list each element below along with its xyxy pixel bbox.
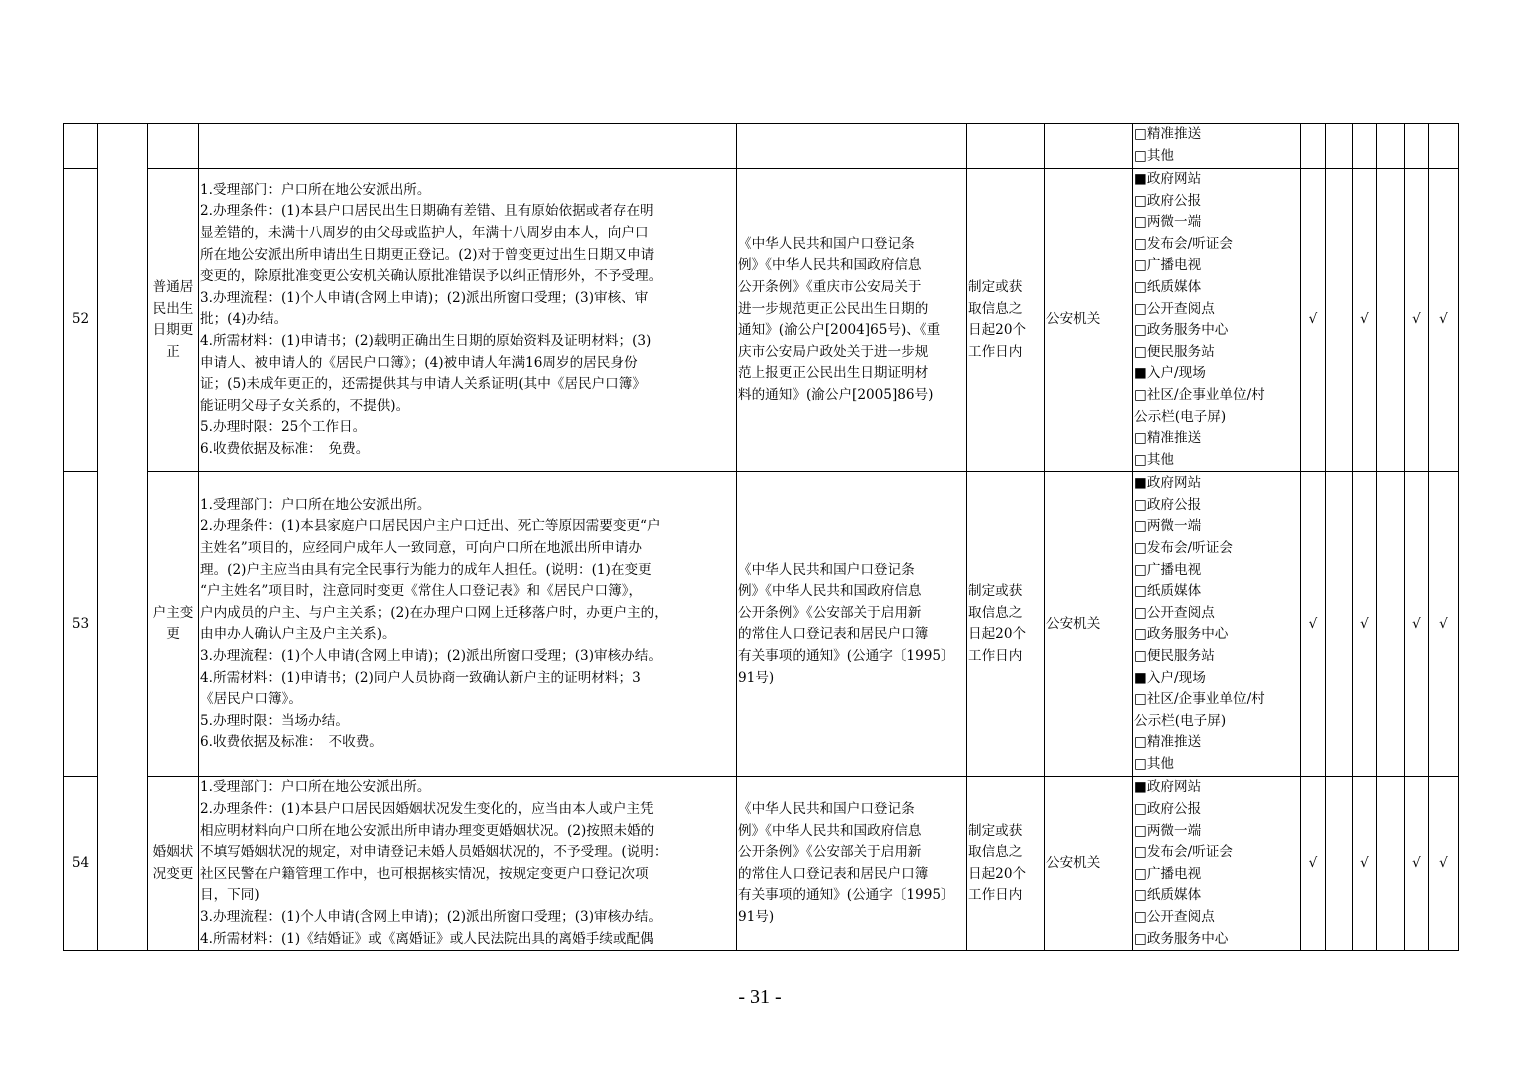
check-cell: √	[1429, 472, 1459, 777]
basis-cell	[737, 124, 967, 169]
channels-cell	[1133, 472, 1301, 777]
item-name-cell	[148, 169, 199, 472]
check-cell: √	[1353, 169, 1377, 472]
content-line: 批；(4)办结。	[200, 311, 288, 328]
content-line: 所在地公安派出所申请出生日期更正登记。(2)对于曾变更过出生日期又申请	[200, 246, 655, 263]
table-row	[64, 472, 1459, 777]
content-line: 显差错的，未满十八周岁的由父母或监护人，年满十八周岁由本人，向户口	[200, 224, 649, 241]
content-line: 4.所需材料：(1)申请书；(2)同户人员协商一致确认新户主的证明材料；3	[200, 669, 641, 686]
content-line: 3.办理流程：(1)个人申请(含网上申请)；(2)派出所窗口受理；(3)审核、审	[200, 289, 649, 306]
channel-line: □便民服务站	[1134, 343, 1215, 360]
channel-line: □广播电视	[1134, 561, 1202, 578]
channel-line: 公示栏(电子屏)	[1134, 712, 1227, 729]
channel-line: □发布会/听证会	[1134, 235, 1233, 252]
item-number-cell: 52	[64, 169, 98, 472]
channel-line: □社区/企事业单位/村	[1134, 386, 1265, 403]
time-limit-line: 制定或获	[968, 583, 1023, 600]
item-name-line: 正	[166, 343, 180, 360]
channel-line: □发布会/听证会	[1134, 539, 1233, 556]
channel-line: □政务服务中心	[1134, 930, 1229, 947]
item-name-cell	[148, 124, 199, 169]
channel-line: □政府公报	[1134, 496, 1202, 513]
table-row	[64, 169, 1459, 472]
content-cell	[199, 777, 737, 951]
basis-line: 有关事项的通知》(公通字〔1995〕	[738, 647, 955, 664]
check-cell	[1377, 169, 1405, 472]
check-cell: √	[1301, 169, 1326, 472]
channel-line: ■入户/现场	[1134, 669, 1206, 686]
channel-line: □便民服务站	[1134, 647, 1215, 664]
content-cell	[199, 169, 737, 472]
content-line: 不填写婚姻状况的规定，对申请登记未婚人员婚姻状况的，不予受理。(说明：	[200, 844, 668, 861]
channel-line: □其他	[1134, 148, 1175, 164]
time-limit-line: 取信息之	[968, 844, 1023, 861]
channel-line: ■政府网站	[1134, 475, 1202, 492]
item-name-cell	[148, 777, 199, 951]
check-cell	[1326, 124, 1353, 169]
time-limit-line: 取信息之	[968, 604, 1023, 621]
channel-line: □精准推送	[1134, 126, 1202, 143]
basis-line: 《中华人民共和国户口登记条	[738, 801, 915, 818]
content-cell	[199, 124, 737, 169]
content-line: 由申办人确认户主及户主关系)。	[200, 626, 396, 643]
channel-line: □政府公报	[1134, 192, 1202, 209]
disclosure-table	[63, 123, 1459, 951]
content-line: 能证明父母子女关系的，不提供)。	[200, 397, 410, 414]
channel-line: □发布会/听证会	[1134, 844, 1233, 861]
channel-line: □公开查阅点	[1134, 300, 1215, 317]
item-name-line: 户主变	[152, 604, 194, 621]
content-line: 1.受理部门：户口所在地公安派出所。	[200, 779, 431, 796]
time-limit-line: 工作日内	[968, 343, 1023, 360]
content-line: 2.办理条件：(1)本县户口居民出生日期确有差错、且有原始依据或者存在明	[200, 203, 654, 220]
check-cell: √	[1353, 472, 1377, 777]
channel-line: □社区/企事业单位/村	[1134, 691, 1265, 708]
basis-line: 公开条例》《重庆市公安局关于	[738, 278, 922, 295]
check-cell: √	[1353, 777, 1377, 951]
channel-line: □政务服务中心	[1134, 322, 1229, 339]
content-line: 《居民户口簿》。	[200, 691, 302, 708]
table-row	[64, 777, 1459, 951]
basis-line: 公开条例》《公安部关于启用新	[738, 844, 922, 861]
time-limit-line: 制定或获	[968, 822, 1023, 839]
content-line: 申请人、被申请人的《居民户口簿》；(4)被申请人年满16周岁的居民身份	[200, 354, 638, 371]
basis-line: 91号)	[738, 669, 775, 686]
check-cell	[1405, 124, 1429, 169]
time-limit-cell	[967, 472, 1045, 777]
time-limit-line: 日起20个	[968, 626, 1027, 643]
check-cell: √	[1301, 777, 1326, 951]
channel-line: □公开查阅点	[1134, 909, 1215, 925]
channel-line: 公示栏(电子屏)	[1134, 408, 1227, 425]
channel-line: ■政府网站	[1134, 171, 1202, 187]
channel-line: □精准推送	[1134, 430, 1202, 447]
content-line: 6.收费依据及标准： 不收费。	[200, 734, 383, 751]
basis-line: 通知》(渝公户[2004]65号)、《重	[738, 322, 941, 339]
content-line: 理。(2)户主应当由具有完全民事行为能力的成年人担任。(说明：(1)在变更	[200, 561, 652, 578]
basis-line: 例》《中华人民共和国政府信息	[738, 822, 922, 839]
time-limit-cell	[967, 169, 1045, 472]
content-line: 1.受理部门：户口所在地公安派出所。	[200, 496, 431, 513]
basis-line: 范上报更正公民出生日期证明材	[738, 365, 929, 382]
time-limit-cell	[967, 124, 1045, 169]
basis-line: 的常住人口登记表和居民户口簿	[738, 865, 929, 882]
channel-line: □纸质媒体	[1134, 278, 1202, 295]
content-line: 3.办理流程：(1)个人申请(含网上申请)；(2)派出所窗口受理；(3)审核办结。	[200, 647, 662, 664]
channels-cell	[1133, 777, 1301, 951]
basis-cell	[737, 169, 967, 472]
check-cell	[1326, 169, 1353, 472]
item-name-line: 婚姻状	[152, 844, 194, 861]
check-cell	[1301, 124, 1326, 169]
time-limit-line: 工作日内	[968, 647, 1023, 664]
check-cell	[1377, 472, 1405, 777]
content-line: 主姓名”项目的，应经同户成年人一致同意，可向户口所在地派出所申请办	[200, 539, 642, 556]
category-cell	[98, 124, 148, 951]
basis-line: 《中华人民共和国户口登记条	[738, 561, 915, 578]
check-cell: √	[1405, 777, 1429, 951]
item-number-cell: 53	[64, 472, 98, 777]
channel-line: ■政府网站	[1134, 779, 1202, 796]
content-line: 变更的，除原批准变更公安机关确认原批准错误予以纠正情形外，不予受理。	[200, 268, 663, 285]
basis-line: 公开条例》《公安部关于启用新	[738, 604, 922, 621]
content-line: 户内成员的户主、与户主关系；(2)在办理户口网上迁移落户时，办更户主的，	[200, 604, 668, 621]
check-cell	[1429, 124, 1459, 169]
check-cell	[1377, 124, 1405, 169]
check-cell	[1326, 777, 1353, 951]
basis-line: 例》《中华人民共和国政府信息	[738, 257, 922, 274]
basis-line: 进一步规范更正公民出生日期的	[738, 300, 929, 317]
basis-line: 91号)	[738, 909, 775, 925]
item-name-line: 民出生	[152, 300, 194, 317]
content-line: 4.所需材料：(1)申请书；(2)载明正确出生日期的原始资料及证明材料；(3)	[200, 332, 652, 349]
table-body	[64, 124, 1459, 951]
basis-cell	[737, 472, 967, 777]
time-limit-line: 日起20个	[968, 322, 1027, 339]
basis-line: 《中华人民共和国户口登记条	[738, 235, 915, 252]
content-line: 目，下同)	[200, 887, 260, 904]
item-name-line: 普通居	[152, 278, 194, 295]
basis-cell	[737, 777, 967, 951]
channel-line: □广播电视	[1134, 865, 1202, 882]
channel-line: □精准推送	[1134, 734, 1202, 751]
item-name-cell	[148, 472, 199, 777]
channels-cell	[1133, 169, 1301, 472]
subject-cell: 公安机关	[1045, 777, 1133, 951]
basis-line: 的常住人口登记表和居民户口簿	[738, 626, 929, 643]
content-line: 证；(5)未成年更正的，还需提供其与申请人关系证明(其中《居民户口簿》	[200, 376, 646, 393]
content-line: 1.受理部门：户口所在地公安派出所。	[200, 181, 431, 198]
channel-line: □政务服务中心	[1134, 626, 1229, 643]
subject-cell: 公安机关	[1045, 472, 1133, 777]
check-cell	[1353, 124, 1377, 169]
check-cell	[1377, 777, 1405, 951]
channel-line: ■入户/现场	[1134, 365, 1206, 382]
item-name-line: 更	[166, 626, 180, 643]
check-cell: √	[1301, 472, 1326, 777]
channel-line: □两微一端	[1134, 214, 1202, 231]
time-limit-line: 工作日内	[968, 887, 1023, 904]
basis-line: 例》《中华人民共和国政府信息	[738, 583, 922, 600]
channel-line: □公开查阅点	[1134, 604, 1215, 621]
channel-line: □其他	[1134, 451, 1175, 468]
item-name-line: 况变更	[152, 865, 194, 882]
content-line: “户主姓名”项目时，注意同时变更《常住人口登记表》和《居民户口簿》，	[200, 583, 643, 600]
basis-line: 有关事项的通知》(公通字〔1995〕	[738, 887, 955, 904]
basis-line: 料的通知》(渝公户[2005]86号)	[738, 386, 934, 403]
channel-line: □两微一端	[1134, 518, 1202, 535]
check-cell: √	[1429, 777, 1459, 951]
check-cell	[1326, 472, 1353, 777]
content-cell	[199, 472, 737, 777]
content-line: 5.办理时限：当场办结。	[200, 712, 349, 729]
time-limit-line: 取信息之	[968, 300, 1023, 317]
check-cell: √	[1405, 169, 1429, 472]
item-number-cell: 54	[64, 777, 98, 951]
channel-line: □政府公报	[1134, 801, 1202, 818]
content-line: 2.办理条件：(1)本县家庭户口居民因户主户口迁出、死亡等原因需要变更“户	[200, 518, 661, 535]
basis-line: 庆市公安局户政处关于进一步规	[738, 343, 929, 360]
content-line: 社区民警在户籍管理工作中，也可根据核实情况，按规定变更户口登记次项	[200, 865, 649, 882]
time-limit-line: 日起20个	[968, 865, 1027, 882]
check-cell: √	[1405, 472, 1429, 777]
channel-line: □广播电视	[1134, 257, 1202, 274]
table-row	[64, 124, 1459, 169]
content-line: 4.所需材料：(1)《结婚证》或《离婚证》或人民法院出具的离婚手续或配偶	[200, 930, 654, 947]
subject-cell	[1045, 124, 1133, 169]
item-name-line: 日期更	[152, 322, 194, 339]
check-cell: √	[1429, 169, 1459, 472]
channels-cell	[1133, 124, 1301, 169]
content-line: 5.办理时限：25个工作日。	[200, 419, 367, 436]
content-line: 相应明材料向户口所在地公安派出所申请办理变更婚姻状况。(2)按照未婚的	[200, 822, 655, 839]
content-line: 3.办理流程：(1)个人申请(含网上申请)；(2)派出所窗口受理；(3)审核办结。	[200, 909, 662, 925]
page-number: - 31 -	[738, 986, 782, 1008]
subject-cell: 公安机关	[1045, 169, 1133, 472]
channel-line: □其他	[1134, 755, 1175, 772]
content-line: 2.办理条件：(1)本县户口居民因婚姻状况发生变化的，应当由本人或户主凭	[200, 801, 654, 818]
channel-line: □纸质媒体	[1134, 583, 1202, 600]
content-line: 6.收费依据及标准： 免费。	[200, 440, 370, 457]
item-number-cell	[64, 124, 98, 169]
time-limit-line: 制定或获	[968, 278, 1023, 295]
time-limit-cell	[967, 777, 1045, 951]
channel-line: □两微一端	[1134, 822, 1202, 839]
channel-line: □纸质媒体	[1134, 887, 1202, 904]
